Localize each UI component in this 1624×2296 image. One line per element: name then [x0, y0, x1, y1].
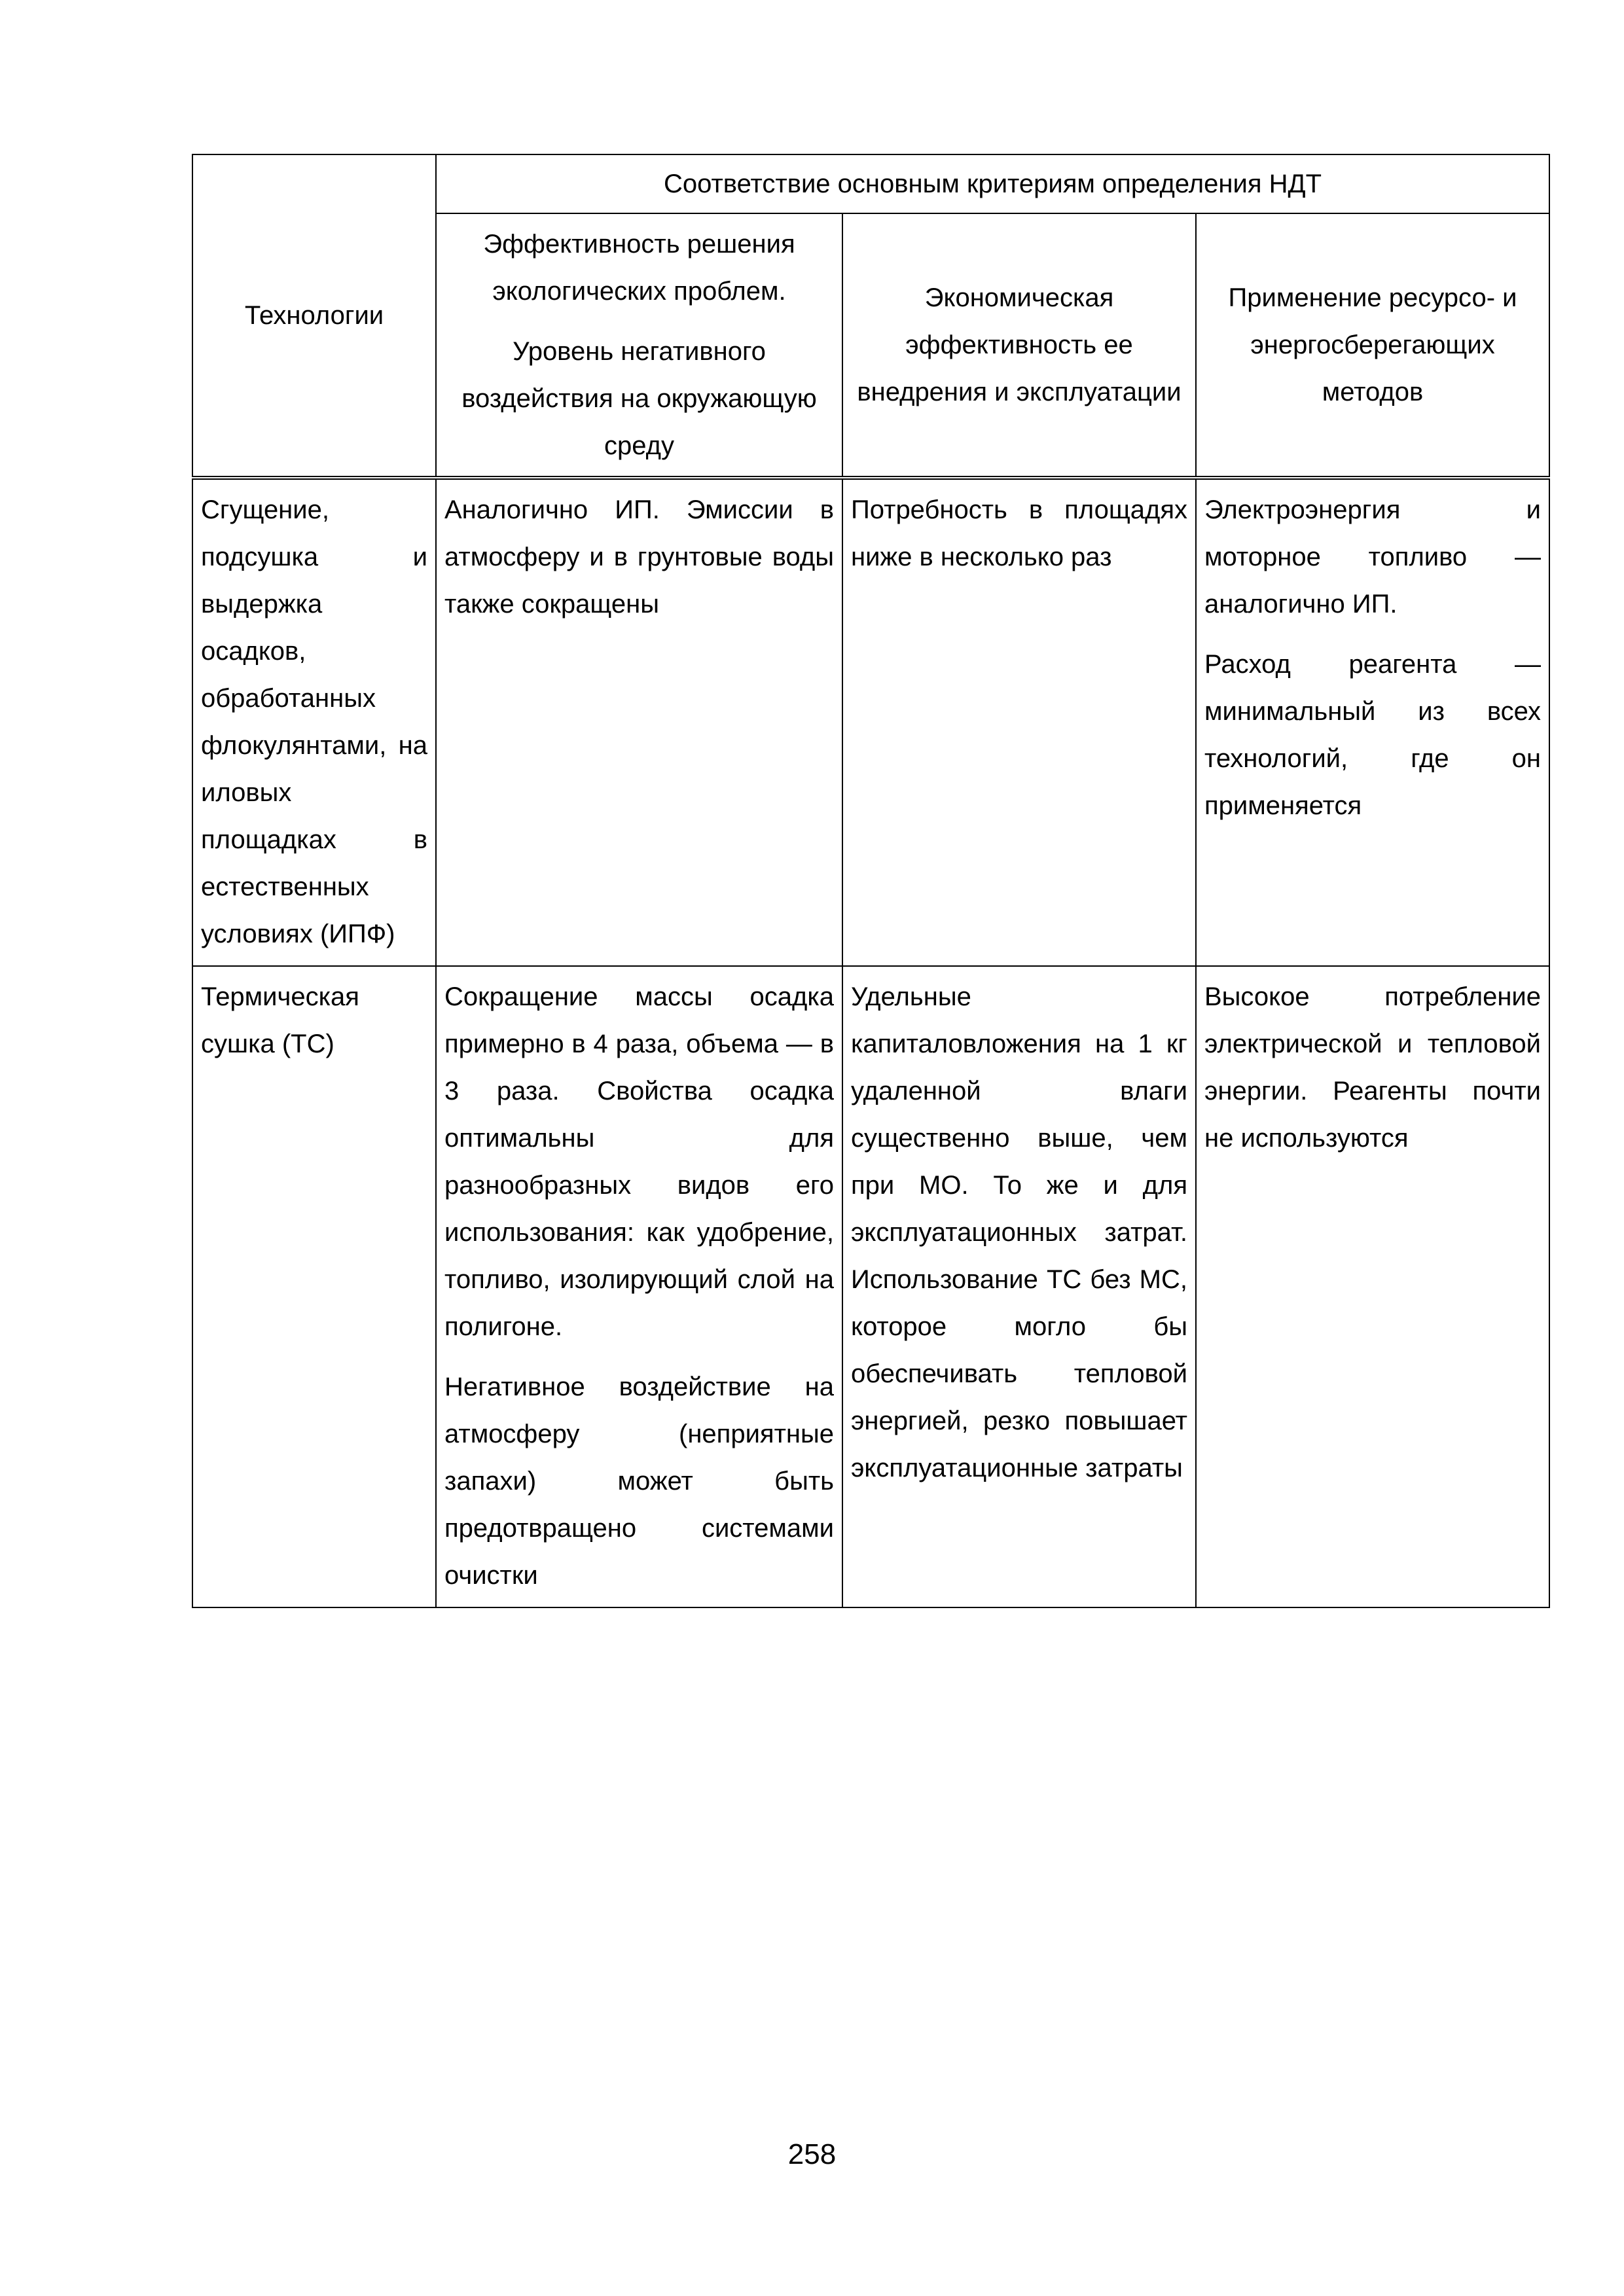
- cell-technology: Термическая сушка (ТС): [192, 966, 436, 1607]
- cell-paragraph: Аналогично ИП. Эмиссии в атмосферу и в грунтовые воды также сокращены: [444, 495, 834, 619]
- cell-economy: [842, 966, 1196, 1607]
- cell-resources: [1196, 966, 1549, 1607]
- header-ecology-line: Эффективность решения экологических проблем.: [483, 230, 795, 306]
- ndt-criteria-table: [192, 154, 1550, 1608]
- cell-economy: [842, 478, 1196, 966]
- cell-paragraph: Расход реагента — минимальный из всех технологий, где он применяется: [1204, 650, 1542, 820]
- header-ecology: [436, 213, 842, 478]
- cell-ecology: [436, 966, 842, 1607]
- page-number: 258: [787, 2138, 837, 2170]
- cell-paragraph: Удельные капиталовложения на 1 кг удаленной влаги существенно выше, чем при МО. То же и для эксплуатационных затрат. Использование ТС без МС, которое могло бы обеспечивать тепловой энергией, резко повышает эксплуатационные затраты: [851, 982, 1187, 1482]
- table-row: [192, 966, 1549, 1607]
- header-economy: Экономическая эффективность ее внедрения и эксплуатации: [842, 213, 1196, 478]
- cell-paragraph: Негативное воздействие на атмосферу (неприятные запахи) может быть предотвращено системами очистки: [444, 1372, 834, 1590]
- cell-ecology: [436, 478, 842, 966]
- cell-technology: Сгущение, подсушка и выдержка осадков, обработанных флокулянтами, на иловых площадках в естественных условиях (ИПФ): [192, 478, 436, 966]
- cell-paragraph: Потребность в площадях ниже в несколько раз: [851, 495, 1187, 571]
- header-criteria-group: Соответствие основным критериям определения НДТ: [436, 154, 1549, 213]
- header-ecology-line: Уровень негативного воздействия на окружающую среду: [461, 337, 817, 460]
- table-row: [192, 478, 1549, 966]
- cell-paragraph: Высокое потребление электрической и тепловой энергии. Реагенты почти не используются: [1204, 982, 1542, 1153]
- header-technologies: Технологии: [192, 154, 436, 478]
- cell-paragraph: Электроэнергия и моторное топливо — аналогично ИП.: [1204, 495, 1542, 619]
- header-resources: Применение ресурсо- и энергосберегающих методов: [1196, 213, 1549, 478]
- cell-paragraph: Сокращение массы осадка примерно в 4 раза, объема — в 3 раза. Свойства осадка оптимальны для разнообразных видов его использования: как удобрение, топливо, изолирующий слой на полигоне.: [444, 982, 834, 1341]
- table-header-row: [192, 154, 1549, 213]
- cell-resources: [1196, 478, 1549, 966]
